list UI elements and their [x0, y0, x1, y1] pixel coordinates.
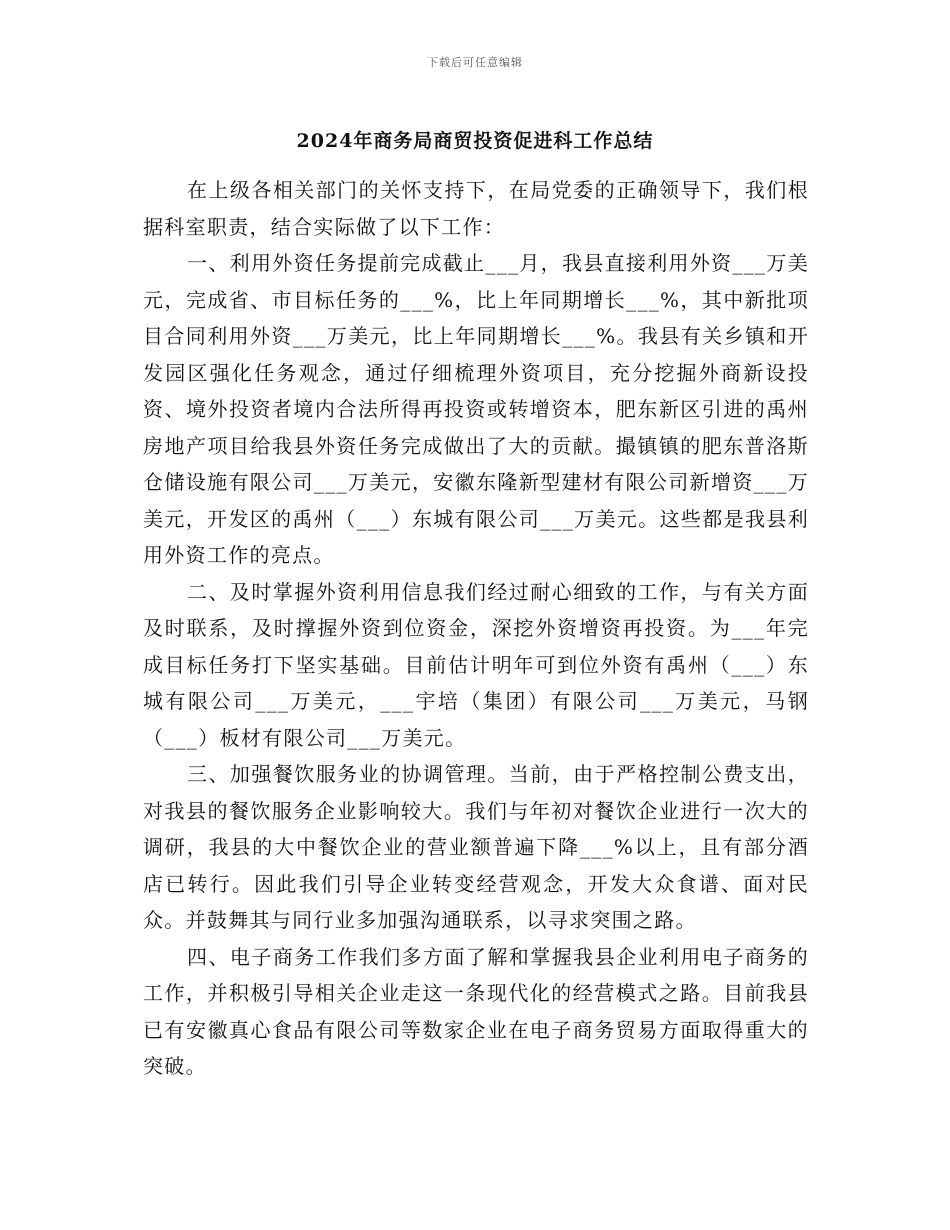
- paragraph-e-commerce: 四、电子商务工作我们多方面了解和掌握我县企业利用电子商务的工作，并积极引导相关企业走这一条现代化的经营模式之路。目前我县已有安徽真心食品有限公司等数家企业在电子商务贸易方面取得重大的突破。: [143, 944, 809, 1078]
- paragraph-catering-management: 三、加强餐饮服务业的协调管理。当前，由于严格控制公费支出，对我县的餐饮服务企业影响较大。我们与年初对餐饮企业进行一次大的调研，我县的大中餐饮企业的营业额普遍下降___%以上，且有部分酒店已转行。因此我们引导企业转变经营观念，开发大众食谱、面对民众。并鼓舞其与同行业多加强沟通联系，以寻求突围之路。: [143, 762, 809, 932]
- header-note: 下载后可任意编辑: [427, 56, 523, 69]
- paragraph-intro: 在上级各相关部门的关怀支持下，在局党委的正确领导下，我们根据科室职责，结合实际做了以下工作：: [143, 178, 809, 239]
- document-body: [143, 172, 809, 1085]
- paragraph-investment-information: 二、及时掌握外资利用信息我们经过耐心细致的工作，与有关方面及时联系，及时撑握外资到位资金，深挖外资增资再投资。为___年完成目标任务打下坚实基础。目前估计明年可到位外资有禹州（___）东城有限公司___万美元，___宇培（集团）有限公司___万美元，马钢（___）板材有限公司___万美元。: [143, 579, 809, 750]
- document-title: 2024年商务局商贸投资促进科工作总结: [296, 130, 654, 152]
- paragraph-foreign-investment: 一、利用外资任务提前完成截止___月，我县直接利用外资___万美元，完成省、市目标任务的___%，比上年同期增长___%，其中新批项目合同利用外资___万美元，比上年同期增长___%。我县有关乡镇和开发园区强化任务观念，通过仔细梳理外资项目，充分挖掘外商新设投资、境外投资者境内合法所得再投资或转增资本，肥东新区引进的禹州房地产项目给我县外资任务完成做出了大的贡献。撮镇镇的肥东普洛斯仓储设施有限公司___万美元，安徽东隆新型建材有限公司新增资___万美元，开发区的禹州（___）东城有限公司___万美元。这些都是我县利用外资工作的亮点。: [143, 251, 809, 567]
